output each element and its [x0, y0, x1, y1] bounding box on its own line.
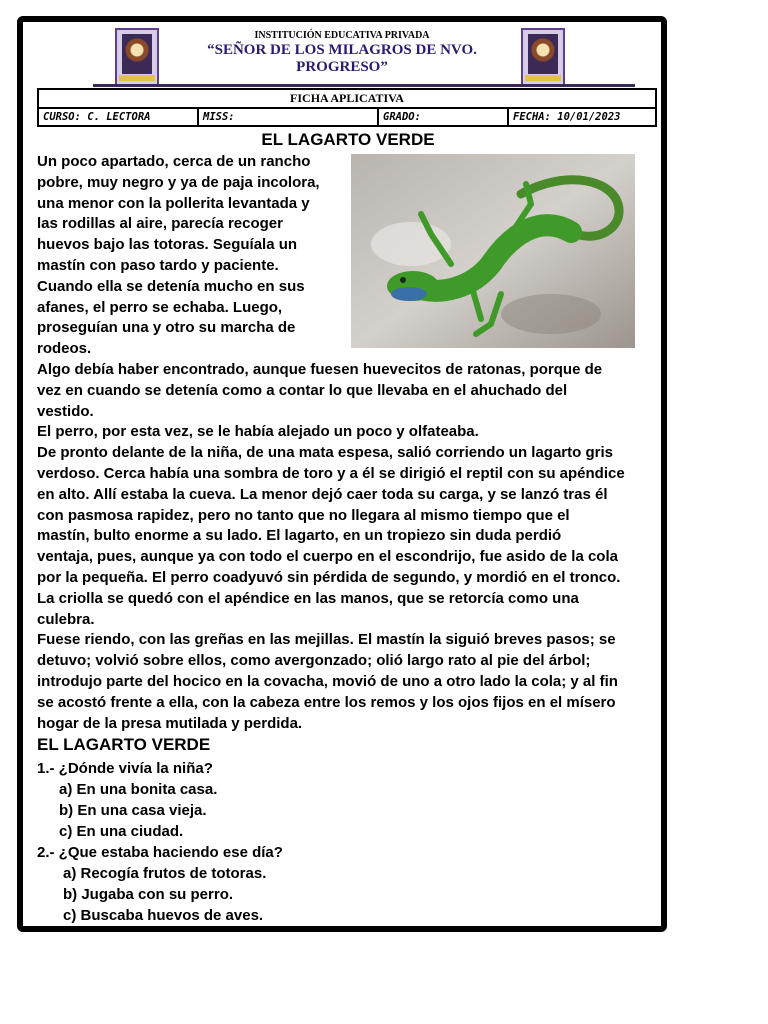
header-divider [93, 84, 635, 87]
sheet-title: FICHA APLICATIVA [38, 89, 656, 108]
question-2: 2.- ¿Que estaba haciendo ese día? [37, 844, 283, 861]
q1-option-a: a) En una bonita casa. [59, 781, 218, 798]
q2-option-b: b) Jugaba con su perro. [63, 886, 234, 903]
grado-cell: GRADO: [378, 108, 508, 126]
fecha-cell: FECHA: 10/01/2023 [508, 108, 656, 126]
green-lizard-image [351, 154, 635, 348]
reading-title: EL LAGARTO VERDE [261, 130, 435, 149]
questions-title: EL LAGARTO VERDE [37, 735, 211, 754]
question-1: 1.- ¿Dónde vivía la niña? [37, 760, 213, 777]
school-name-line1: “SEÑOR DE LOS MILAGROS DE NVO. [207, 42, 477, 58]
curso-cell: CURSO: C. LECTORA [38, 108, 198, 126]
school-name-line2: PROGRESO” [296, 59, 388, 75]
q1-option-b: b) En una casa vieja. [59, 802, 207, 819]
q1-option-c: c) En una ciudad. [59, 823, 184, 840]
q2-option-c: c) Buscaba huevos de aves. [63, 907, 264, 924]
reading-wrap-text: Un poco apartado, cerca de un rancho pobre, muy negro y ya de paja incolora, una menor con la pollerita levantada y las rodillas al aire, parecía recoger huevos bajo las totoras. Seguíala un mastín con paso tardo y paciente. Cuando ella se detenía mucho en sus afanes, el perro se echaba. Luego, proseguían una y otro su marcha de rodeos. [37, 153, 320, 358]
q2-option-a: a) Recogía frutos de totoras. [63, 865, 267, 882]
institution-type: INSTITUCIÓN EDUCATIVA PRIVADA [254, 30, 430, 41]
worksheet-frame [17, 16, 667, 932]
miss-cell: MISS: [198, 108, 378, 126]
reading-full-text: Algo debía haber encontrado, aunque fuesen huevecitos de ratonas, porque de vez en cuando se detenía como a contar lo que llevaba en el ahuchado del vestido. El perro, por esta vez, se le había alejado un poco y olfateaba. De pronto delante de la niña, de una mata espesa, salió corriendo un lagarto gris verdoso. Cerca había una sombra de toro y a él se dirigió el reptil con su apéndice en alto. Allí estaba la cueva. La menor dejó caer toda su carga, y se lanzó tras él con pasmosa rapidez, pero no tanto que no llegara al mismo tiempo que el mastín, bulto enorme a su lado. El lagarto, en un tropiezo sin duda perdió ventaja, pues, aunque ya con todo el cuerpo en el escondrijo, fue asido de la cola por la pequeña. El perro coadyuvó sin pérdida de segundo, y mordió en el tronco. La criolla se quedó con el apéndice en las manos, que se retorcía como una culebra. Fuese riendo, con las greñas en las mejillas. El mastín la siguió breves pasos; se detuvo; volvió sobre ellos, como avergonzado; olió largo rato al pie del árbol; introdujo parte del hocico en la covacha, movió de uno a otro lado la cola; y al fin se acostó frente a ella, con la cabeza entre los remos y los ojos fijos en el mísero hogar de la presa mutilada y perdida. [37, 361, 625, 732]
info-table [37, 88, 657, 127]
